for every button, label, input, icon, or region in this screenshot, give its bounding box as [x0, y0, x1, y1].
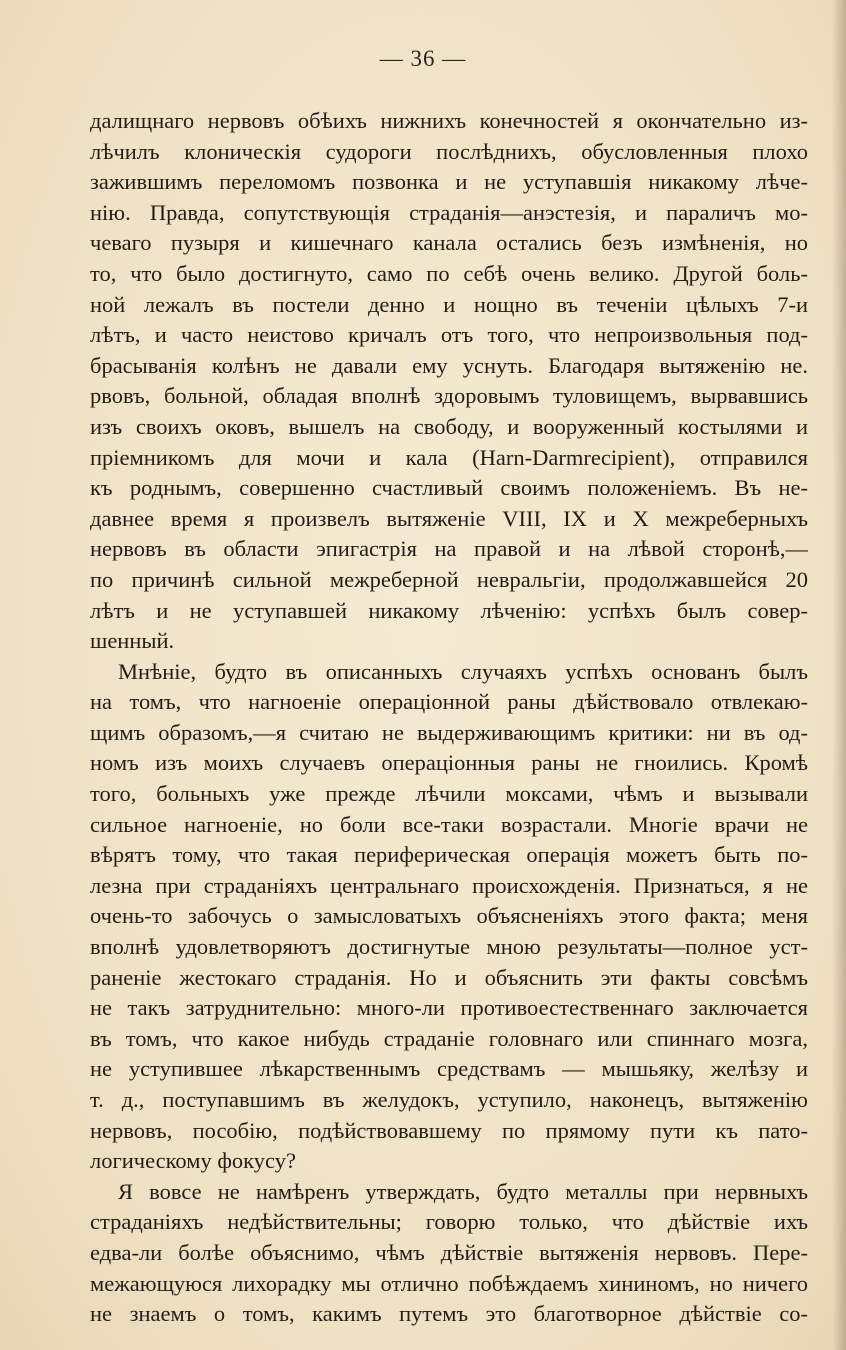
text-line: давнее время я произвелъ вытяженіе VIII, IX и X межреберныхъ — [90, 505, 808, 531]
text-line: страданіяхъ недѣйствительны; говорю только, что дѣйствіе ихъ — [90, 1209, 808, 1235]
text-line: очень-то забочусь о замысловатыхъ объясненіяхъ этого факта; меня — [90, 903, 808, 929]
text-line: сильное нагноеніе, но боли все-таки возрастали. Многіе врачи не — [90, 811, 808, 837]
text-line: того, больныхъ уже прежде лѣчили моксами, чѣмъ и вызывали — [90, 781, 808, 807]
text-line: далищнаго нервовъ обѣихъ нижнихъ конечностей я окончательно из- — [90, 108, 808, 133]
body-text — [90, 106, 808, 1330]
text-line: то, что было достигнуто, само по себѣ очень велико. Другой боль- — [90, 260, 808, 286]
text-line: лѣтъ и не уступавшей никакому лѣченію: успѣхъ былъ совер- — [90, 597, 808, 623]
page-edge-shadow — [832, 0, 846, 1350]
text-line: раненіе жестокаго страданія. Но и объяснить эти факты совсѣмъ — [90, 964, 808, 990]
text-line: зажившимъ переломомъ позвонка и не уступавшія никакому лѣче- — [90, 169, 808, 195]
text-line: ной лежалъ въ постели денно и нощно въ теченіи цѣлыхъ 7-и — [90, 291, 808, 317]
text-line: едва-ли болѣе объяснимо, чѣмъ дѣйствіе вытяженія нервовъ. Пере- — [90, 1239, 808, 1265]
text-line: на томъ, что нагноеніе операціонной раны дѣйствовало отвлекаю- — [90, 689, 808, 715]
text-line: лезна при страданіяхъ центральнаго происхожденія. Признаться, я не — [90, 872, 808, 898]
text-line: вѣрятъ тому, что такая периферическая операція можетъ быть по- — [90, 842, 808, 868]
text-line: по причинѣ сильной межреберной невральгіи, продолжавшейся 20 — [90, 566, 808, 592]
text-line: нервовъ въ области эпигастрія на правой и на лѣвой сторонѣ,— — [90, 536, 808, 562]
text-line: номъ изъ моихъ случаевъ операціонныя раны не гноились. Кромѣ — [90, 750, 808, 776]
text-line: пріемникомъ для мочи и кала (Harn-Darmrecipient), отправился — [90, 444, 808, 470]
text-line: нію. Правда, сопутствующія страданія—анэстезія, и параличъ мо- — [90, 199, 808, 225]
text-line: не знаемъ о томъ, какимъ путемъ это благотворное дѣйствіе со- — [90, 1301, 808, 1327]
text-line: брасыванія колѣнъ не давали ему уснуть. Благодаря вытяженію не. — [90, 352, 808, 378]
text-line: рвовъ, больной, обладая вполнѣ здоровымъ туловищемъ, вырвавшись — [90, 383, 808, 409]
text-line: Мнѣніе, будто въ описанныхъ случаяхъ успѣхъ основанъ былъ — [118, 658, 808, 684]
text-line: въ томъ, что какое нибудь страданіе головнаго или спиннаго мозга, — [90, 1025, 808, 1051]
text-line: не такъ затруднительно: много-ли противоестественнаго заключается — [90, 995, 808, 1021]
text-line: щимъ образомъ,—я считаю не выдерживающимъ критики: ни въ од- — [90, 719, 808, 745]
text-line: чеваго пузыря и кишечнаго канала остались безъ измѣненія, но — [90, 230, 808, 256]
text-line: къ роднымъ, совершенно счастливый своимъ положеніемъ. Въ не- — [90, 475, 808, 501]
text-line: нервовъ, пособію, подѣйствовавшему по прямому пути къ пато- — [90, 1117, 808, 1143]
text-line: изъ своихъ оковъ, вышелъ на свободу, и вооруженный костылями и — [90, 413, 808, 439]
text-line: не уступившее лѣкарственнымъ средствамъ — мышьяку, желѣзу и — [90, 1056, 808, 1082]
text-line: логическому фокусу? — [90, 1148, 296, 1174]
text-line: т. д., поступавшимъ въ желудокъ, уступило, наконецъ, вытяженію — [90, 1087, 808, 1112]
text-line: лѣчилъ клоническія судороги послѣднихъ, обусловленныя плохо — [90, 138, 808, 164]
text-line: межающуюся лихорадку мы отлично побѣждаемъ хининомъ, но ничего — [90, 1270, 808, 1296]
text-line: шенный. — [90, 628, 175, 654]
text-line: вполнѣ удовлетворяютъ достигнутые мною результаты—полное уст- — [90, 934, 808, 960]
text-line: лѣтъ, и часто неистово кричалъ отъ того, что непроизвольныя под- — [90, 322, 808, 348]
text-line: Я вовсе не намѣренъ утверждать, будто металлы при нервныхъ — [118, 1178, 808, 1204]
page-number: — 36 — — [379, 46, 467, 71]
